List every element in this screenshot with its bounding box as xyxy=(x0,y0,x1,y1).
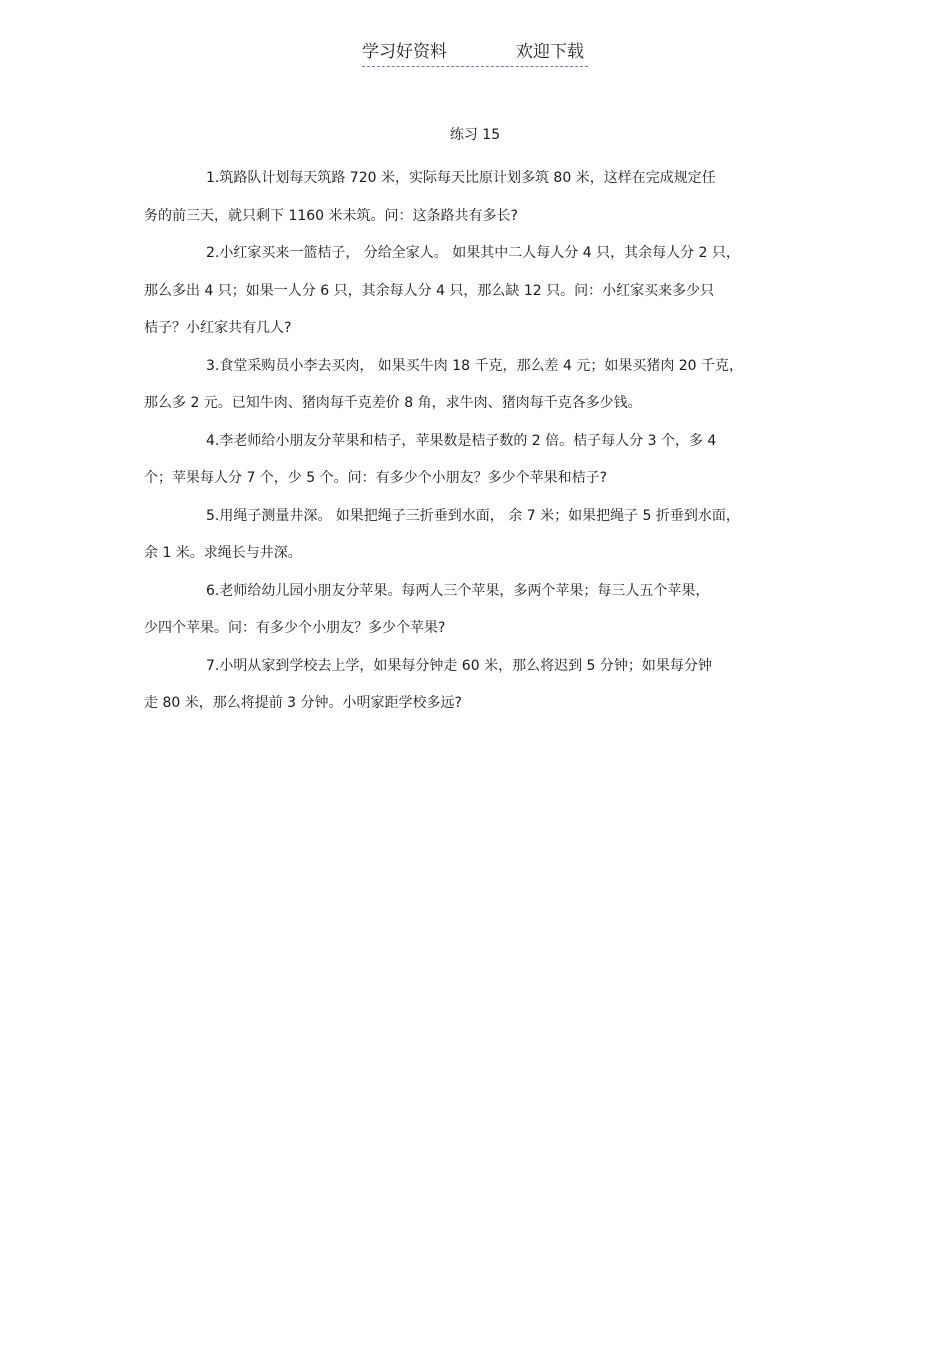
problem-2 xyxy=(144,235,810,348)
problem-line: 7.小明从家到学校去上学，如果每分钟走 60 米，那么将迟到 5 分钟；如果每分钟 xyxy=(206,657,712,674)
problem-line: 那么多 2 元。已知牛肉、猪肉每千克差价 8 角，求牛肉、猪肉每千克各多少钱。 xyxy=(144,395,642,411)
problem-line: 1.筑路队计划每天筑路 720 米，实际每天比原计划多筑 80 米，这样在完成规定任 xyxy=(206,170,716,186)
problem-line: 桔子？小红家共有几人? xyxy=(144,320,292,336)
problem-line: 5.用绳子测量井深。 如果把绳子三折垂到水面， 余 7 米；如果把绳子 5 折垂到水面， xyxy=(206,507,740,524)
problem-line: 走 80 米，那么将提前 3 分钟。小明家距学校多远? xyxy=(144,695,462,711)
problem-line: 余 1 米。求绳长与井深。 xyxy=(144,545,302,561)
problem-line: 2.小红家买来一篮桔子， 分给全家人。 如果其中二人每人分 4 只，其余每人分 2 只， xyxy=(206,245,740,261)
problem-5 xyxy=(144,498,810,573)
problem-4 xyxy=(144,423,810,498)
problem-6 xyxy=(144,573,810,648)
problem-list xyxy=(144,160,810,723)
problem-3 xyxy=(144,348,810,423)
problem-line: 务的前三天，就只剩下 1160 米未筑。问：这条路共有多长? xyxy=(144,207,518,224)
exercise-title: 练习 15 xyxy=(449,127,501,143)
problem-line: 少四个苹果。问：有多少个小朋友？多少个苹果? xyxy=(144,620,446,636)
problem-1 xyxy=(144,160,810,235)
problem-line: 3.食堂采购员小李去买肉， 如果买牛肉 18 千克，那么差 4 元；如果买猪肉 20 千克， xyxy=(206,357,744,374)
problem-line: 6.老师给幼儿园小朋友分苹果。每两人三个苹果，多两个苹果；每三人五个苹果， xyxy=(206,582,710,599)
problem-line: 那么多出 4 只；如果一人分 6 只，其余每人分 4 只，那么缺 12 只。问：小红家买来多少只 xyxy=(144,282,715,299)
problem-line: 4.李老师给小朋友分苹果和桔子，苹果数是桔子数的 2 倍。桔子每人分 3 个，多 4 xyxy=(206,432,717,449)
header-right-text: 欢迎下载 xyxy=(516,42,584,62)
page-header xyxy=(362,40,588,67)
problem-7 xyxy=(144,648,810,723)
problem-line: 个；苹果每人分 7 个，少 5 个。问：有多少个小朋友？多少个苹果和桔子? xyxy=(144,470,608,486)
header-left-text: 学习好资料 xyxy=(362,42,447,62)
